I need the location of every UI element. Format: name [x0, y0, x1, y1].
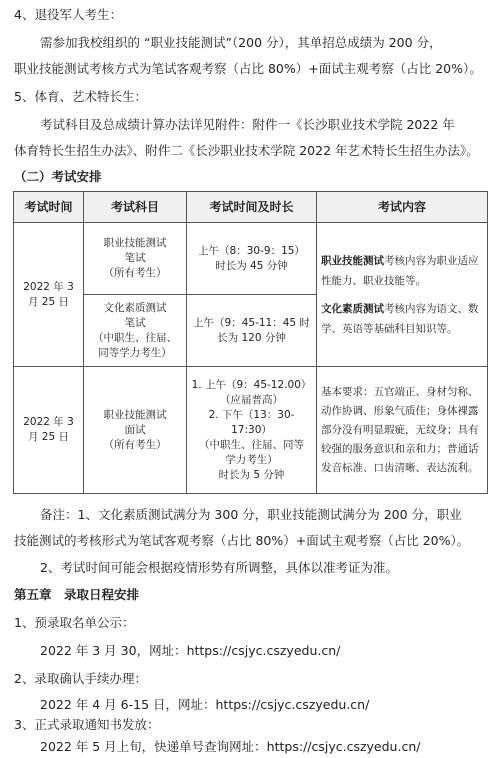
exam-time-cell: 1. 上午（9：45-12.00） （应届普高） 2. 下午（13：30-17:30） （中职生、往届、同等 学力考生） 时长为 5 分钟	[187, 367, 317, 494]
table-header-row	[14, 192, 488, 223]
exam-subject-cell: 职业技能测试 笔试 （所有考生）	[84, 223, 187, 295]
schedule-item-1-title: 1、预录取名单公示：	[14, 615, 135, 630]
notes-line-3: 2、考试时间可能会根据疫情形势有所调整，具体以准考证为准。	[40, 560, 398, 575]
header-exam-content: 考试内容	[317, 192, 488, 223]
table-row	[14, 223, 488, 295]
schedule-item-1-detail: 2022 年 3 月 30，网址：https://csjyc.cszyedu.cn/	[40, 643, 341, 658]
schedule-item-2-title: 2、录取确认手续办理：	[14, 671, 147, 686]
exam-content-cell: 职业技能测试考核内容为职业适应性能力、职业技能等。 文化素质测试考核内容为语文、数学、英语等基础科目知识等。	[317, 223, 488, 367]
exam-date-cell: 2022 年 3 月 25 日	[14, 367, 84, 494]
schedule-item-2-detail: 2022 年 4 月 6-15 日，网址：https://csjyc.cszyedu.cn/	[40, 697, 370, 712]
exam-schedule-table	[13, 191, 488, 494]
exam-subject-cell: 文化素质测试 笔试 （中职生、往届、同等学力考生）	[84, 295, 187, 367]
section-4-heading: 4、退役军人考生：	[14, 7, 122, 22]
notes-line-1: 备注：1、文化素质测试满分为 300 分，职业技能测试满分为 200 分，职业	[40, 507, 462, 522]
header-exam-subject: 考试科目	[84, 192, 187, 223]
table-row	[14, 367, 488, 494]
exam-time-cell: 上午（9：45-11：45 时 长为 120 分钟	[187, 295, 317, 367]
schedule-item-3-detail: 2022 年 5 月上旬，快递单号查询网址：https://csjyc.cszyedu.cn/	[40, 739, 421, 754]
section-5-line-2: 体育特长生招生办法》、附件二《长沙职业技术学院 2022 年艺术特长生招生办法》。	[14, 143, 479, 158]
chapter-5-heading: 第五章 录取日程安排	[14, 587, 140, 602]
section-4-line-1: 需参加我校组织的 “职业技能测试”（200 分），其单招总成绩为 200 分，	[40, 35, 442, 50]
notes-line-2: 技能测试的考核形式为笔试客观考察（占比 80%）+面试主观考察（占比 20%）。	[14, 533, 470, 548]
header-exam-time: 考试时间及时长	[187, 192, 317, 223]
exam-date-cell: 2022 年 3 月 25 日	[14, 223, 84, 367]
exam-time-cell: 上午（8：30-9：15） 时长为 45 分钟	[187, 223, 317, 295]
section-5-line-1: 考试科目及总成绩计算办法详见附件：附件一《长沙职业技术学院 2022 年	[40, 117, 455, 132]
exam-subject-cell: 职业技能测试 面试 （所有考生）	[84, 367, 187, 494]
exam-content-cell: 基本要求：五官端正、身材匀称、动作协调、形象气质佳；身体裸露部分没有明显瑕疵，无纹身；具有较强的服务意识和亲和力；普通话发音标准、口齿清晰、表达流利。	[317, 367, 488, 494]
section-5-heading: 5、体育、艺术特长生：	[14, 89, 147, 104]
section-4-line-2: 职业技能测试考核方式为笔试客观考察（占比 80%）+面试主观考察（占比 20%）。	[14, 61, 482, 76]
header-exam-date: 考试时间	[14, 192, 84, 223]
schedule-item-3-title: 3、正式录取通知书发放：	[14, 717, 160, 732]
exam-schedule-heading: （二）考试安排	[14, 169, 102, 184]
